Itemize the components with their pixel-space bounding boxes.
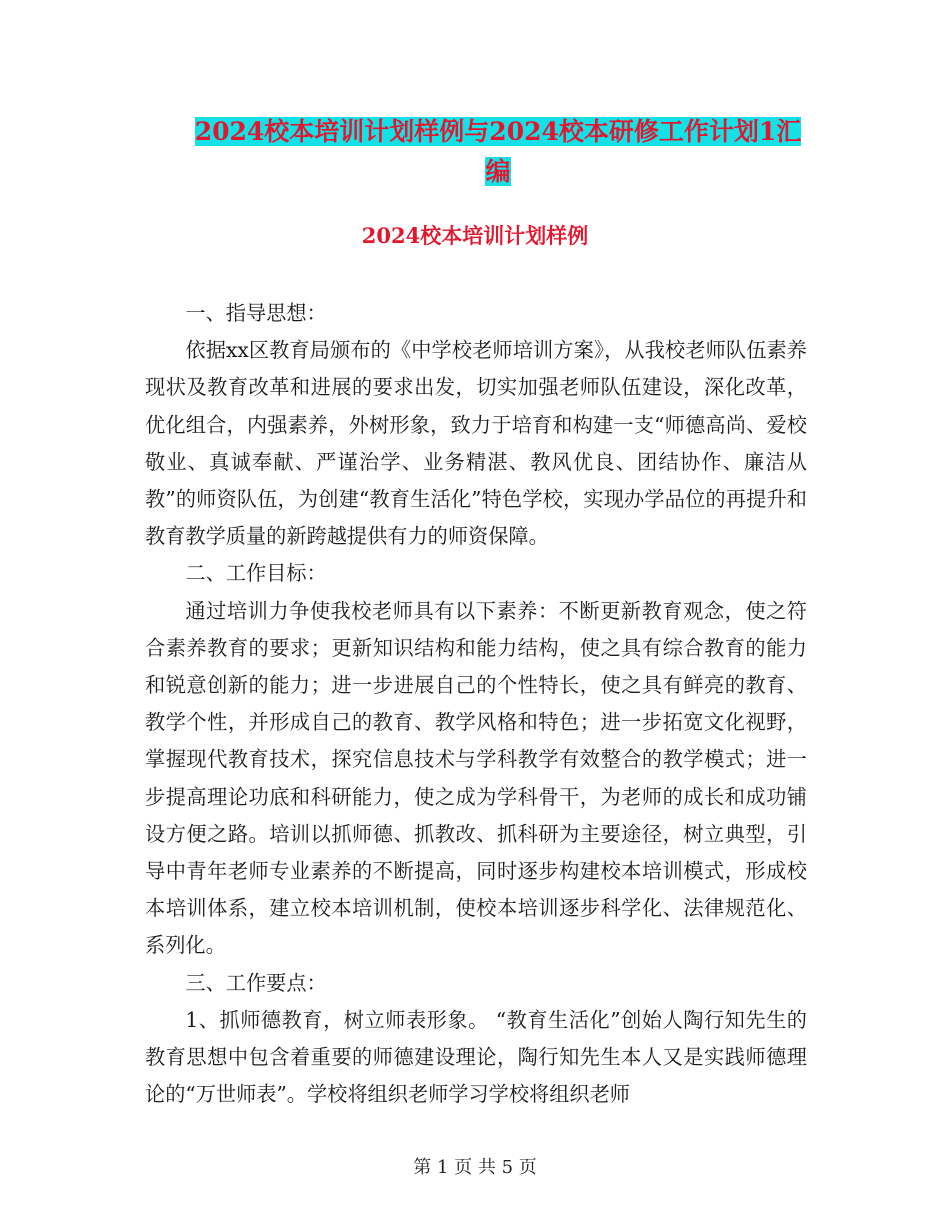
paragraph-guiding: 依据xx区教育局颁布的《中学校老师培训方案》，从我校老师队伍素养现状及教育改革和进展的要求出发，切实加强老师队伍建设，深化改革，优化组合，内强素养，外树形象，致力于培育和构建一支“师德高尚、爱校敬业、真诚奉献、严谨治学、业务精湛、教风优良、团结协作、廉洁从教”的师资队伍，为创建“教育生活化”特色学校，实现办学品位的再提升和教育教学质量的新跨越提供有力的师资保障。 [145, 338, 807, 549]
paragraph-point-1: 1、抓师德教育，树立师表形象。 “教育生活化”创始人陶行知先生的教育思想中包含着重要的师德建设理论，陶行知先生本人又是实践师德理论的“万世师表”。学校将组织老师学习学校将组织老师 [145, 1007, 807, 1107]
paragraph-goals: 通过培训力争使我校老师具有以下素养：不断更新教育观念，使之符合素养教育的要求；更新知识结构和能力结构，使之具有综合教育的能力和锐意创新的能力；进一步进展自己的个性特长，使之具有鲜亮的教育、教学个性，并形成自己的教育、教学风格和特色；进一步拓宽文化视野，掌握现代教育技术，探究信息技术与学科教学有效整合的教学模式；进一步提高理论功底和科研能力，使之成为学科骨干，为老师的成长和成功铺设方便之路。培训以抓师德、抓教改、抓科研为主要途径，树立典型，引导中青年老师专业素养的不断提高，同时逐步构建校本培训模式，形成校本培训体系，建立校本培训机制，使校本培训逐步科学化、法律规范化、系列化。 [145, 598, 807, 958]
heading-goals: 二、工作目标： [185, 561, 327, 586]
document-title: 2024校本培训计划样例与2024校本研修工作计划1汇编 [194, 117, 802, 186]
page-footer: 第 1 页 共 5 页 [413, 1157, 537, 1178]
section-title: 2024校本培训计划样例 [361, 223, 589, 248]
heading-guiding: 一、指导思想： [185, 301, 327, 325]
document-body [145, 295, 807, 1113]
heading-points: 三、工作要点： [185, 970, 327, 995]
